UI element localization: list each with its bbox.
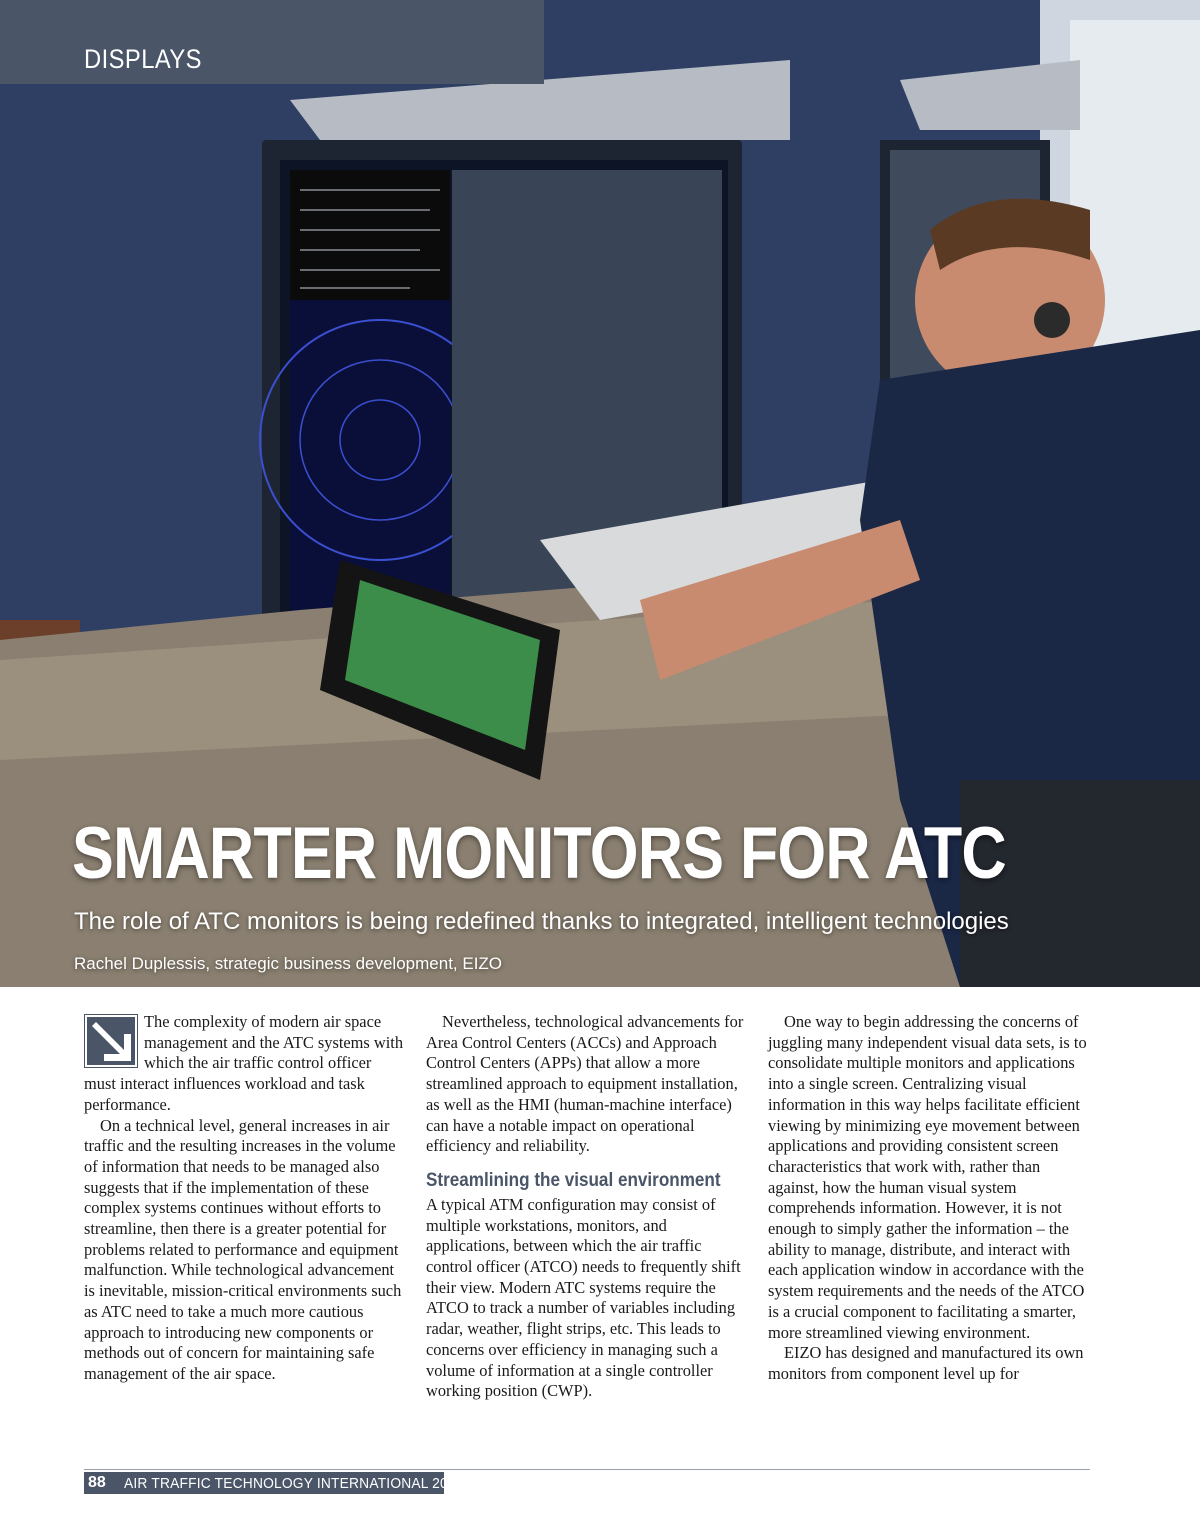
paragraph: On a technical level, general increases in air traffic and the resulting increases in the volume of information that needs to be managed also suggests that if the implementation of these complex systems continues without efforts to streamline, then there is a greater potential for problems related to performance and equipment malfunction. While technological advancement is inevitable, mission-critical environments such as ATC need to take a much more cautious approach to introducing new components or methods out of concern for maintaining safe management of the air space. xyxy=(84,1115,402,1383)
paragraph: Nevertheless, technological advancements for Area Control Centers (ACCs) and Approach Control Centers (APPs) that allow a more streamlined approach to equipment installation, as well as the HMI (human-machine interface) can have a notable impact on operational efficiency and reliability. xyxy=(426,1012,744,1156)
column-2 xyxy=(426,1012,750,1402)
column-3 xyxy=(768,1012,1090,1385)
section-tab xyxy=(0,0,544,84)
paragraph: One way to begin addressing the concerns of juggling many independent visual data sets, is to consolidate multiple monitors and applications into a single screen. Centralizing visual information in this way helps facilitate efficient viewing by minimizing eye movement between applications and providing consistent screen characteristics that work with, rather than against, how the human visual system comprehends information. However, it is not enough to simply gather the information – the ability to manage, distribute, and interact with each application window in accordance with the system requirements and the needs of the ATCO is a crucial component to facilitating a smarter, more streamlined viewing environment. xyxy=(768,1012,1087,1342)
paragraph: A typical ATM configuration may consist of multiple workstations, monitors, and applications, between which the air traffic control officer (ATCO) needs to frequently shift their view. Modern ATC systems require the ATCO to track a number of variables including radar, weather, flight strips, etc. This leads to concerns over efficiency in managing such a volume of information at a single controller working position (CWP). xyxy=(426,1194,741,1401)
section-heading: Streamlining the visual environment xyxy=(426,1169,721,1191)
publication-name: AIR TRAFFIC TECHNOLOGY INTERNATIONAL 2022 xyxy=(124,1475,464,1492)
article-subheadline: The role of ATC monitors is being redefined thanks to integrated, intelligent technologies xyxy=(74,908,1009,935)
section-label: DISPLAYS xyxy=(84,44,202,74)
page-number: 88 xyxy=(88,1474,106,1491)
paragraph: The complexity of modern air space management and the ATC systems with which the air traffic control officer must interact influences workload and task performance. xyxy=(84,1012,404,1114)
paragraph: EIZO has designed and manufactured its own monitors from component level up for xyxy=(768,1343,1084,1383)
column-1 xyxy=(84,1012,406,1385)
arrow-icon xyxy=(84,1014,138,1068)
article-byline: Rachel Duplessis, strategic business development, EIZO xyxy=(74,954,503,973)
article-headline: SMARTER MONITORS FOR ATC xyxy=(72,813,1006,894)
footer-divider xyxy=(84,1469,1090,1470)
